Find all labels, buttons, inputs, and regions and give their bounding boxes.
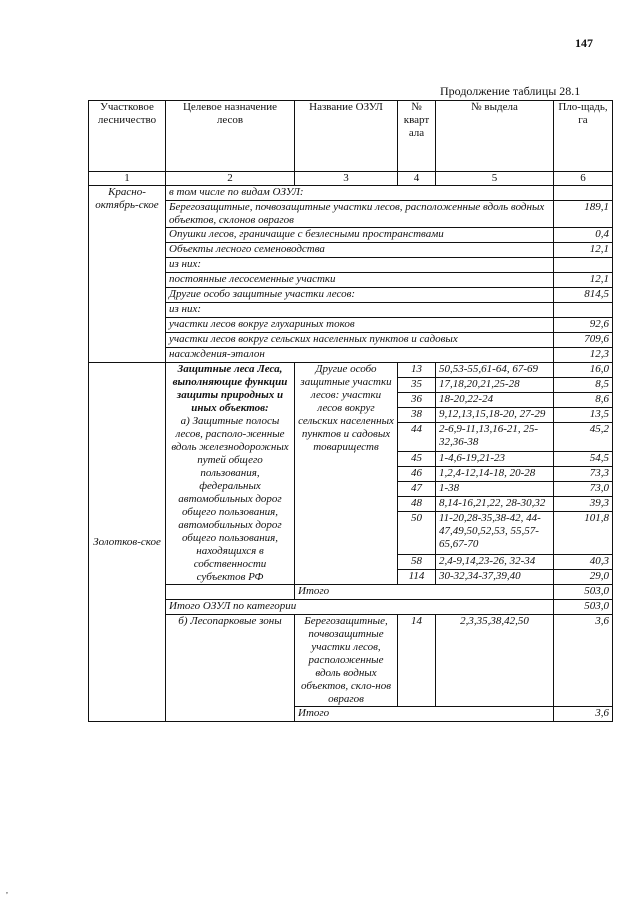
row-area: 101,8	[554, 511, 613, 554]
col-number: 6	[554, 172, 613, 186]
row-area: 12,3	[554, 348, 613, 363]
row-text: Объекты лесного семеноводства	[166, 243, 554, 258]
table-row	[89, 243, 613, 258]
table-row	[89, 201, 613, 228]
col-number: 2	[166, 172, 295, 186]
row-area: 73,0	[554, 481, 613, 496]
row-area: 189,1	[554, 201, 613, 228]
table-row	[89, 273, 613, 288]
col-number: 1	[89, 172, 166, 186]
quarter-number: 45	[398, 451, 436, 466]
header-vydel: № выдела	[436, 101, 554, 172]
park-total-label: Итого	[295, 707, 554, 722]
column-numbers	[89, 172, 613, 186]
vydel-list: 1-4,6-19,21-23	[436, 451, 554, 466]
row-area: 814,5	[554, 288, 613, 303]
subtotal-row	[89, 585, 613, 600]
table-row	[89, 258, 613, 273]
vydel-list: 18-20,22-24	[436, 393, 554, 408]
purpose-cell	[166, 363, 295, 585]
row-area: 16,0	[554, 363, 613, 378]
col-number: 3	[295, 172, 398, 186]
row-area: 3,6	[554, 615, 613, 707]
row-area: 12,1	[554, 243, 613, 258]
forestry-name: Золотков-ское	[89, 363, 166, 722]
header-quarter: № кварт ала	[398, 101, 436, 172]
row-area: 40,3	[554, 554, 613, 569]
quarter-number: 50	[398, 511, 436, 554]
row-text: насаждения-эталон	[166, 348, 554, 363]
row-area: 54,5	[554, 451, 613, 466]
table-row	[89, 363, 613, 378]
vydel-list: 1-38	[436, 481, 554, 496]
row-area: 39,3	[554, 496, 613, 511]
row-area	[554, 258, 613, 273]
row-text: из них:	[166, 303, 554, 318]
vydel-list: 2-6,9-11,13,16-21, 25-32,36-38	[436, 423, 554, 452]
row-text: Опушки лесов, граничащие с безлесными пространствами	[166, 228, 554, 243]
col-number: 4	[398, 172, 436, 186]
vydel-list: 17,18,20,21,25-28	[436, 378, 554, 393]
quarter-number: 58	[398, 554, 436, 569]
vydel-list: 8,14-16,21,22, 28-30,32	[436, 496, 554, 511]
row-area: 709,6	[554, 333, 613, 348]
row-area: 29,0	[554, 569, 613, 584]
purpose-bold: Защитные леса Леса, выполняющие функции защиты природных и иных объектов:	[172, 363, 288, 414]
vydel-list: 1,2,4-12,14-18, 20-28	[436, 466, 554, 481]
category-total-area: 503,0	[554, 600, 613, 615]
park-ozul: Берегозащитные, почвозащитные участки лесов, расположенные вдоль водных объектов, скло-нов оврагов	[295, 615, 398, 707]
ozul-name: Другие особо защитные участки лесов: участки лесов вокруг сельских населенных пунктов и садовых товариществ	[295, 363, 398, 585]
subtotal-area: 503,0	[554, 585, 613, 600]
row-text: в том числе по видам ОЗУЛ:	[166, 186, 554, 201]
row-text: участки лесов вокруг сельских населенных пунктов и садовых	[166, 333, 554, 348]
header-ozul: Название ОЗУЛ	[295, 101, 398, 172]
spacer-cell	[166, 585, 295, 600]
quarter-number: 46	[398, 466, 436, 481]
header-purpose: Целевое назначение лесов	[166, 101, 295, 172]
category-total-row	[89, 600, 613, 615]
vydel-list: 2,4-9,14,23-26, 32-34	[436, 554, 554, 569]
table-caption: Продолжение таблицы 28.1	[440, 84, 581, 98]
header-forestry: Участковое лесничество	[89, 101, 166, 172]
subtotal-label: Итого	[295, 585, 554, 600]
row-text: участки лесов вокруг глухариных токов	[166, 318, 554, 333]
table-row	[89, 303, 613, 318]
margin-mark: ,	[6, 886, 8, 895]
table-row	[89, 288, 613, 303]
table-row	[89, 228, 613, 243]
header-area: Пло-щадь, га	[554, 101, 613, 172]
vydel-list: 30-32,34-37,39,40	[436, 569, 554, 584]
park-purpose: б) Лесопарковые зоны	[166, 615, 295, 722]
row-area: 13,5	[554, 408, 613, 423]
col-number: 5	[436, 172, 554, 186]
page-number: 147	[575, 36, 593, 50]
table-header	[89, 101, 613, 172]
table-row	[89, 348, 613, 363]
row-area: 45,2	[554, 423, 613, 452]
row-area	[554, 303, 613, 318]
vydel-list: 9,12,13,15,18-20, 27-29	[436, 408, 554, 423]
quarter-number: 48	[398, 496, 436, 511]
quarter-number: 114	[398, 569, 436, 584]
quarter-number: 44	[398, 423, 436, 452]
vydel-list: 50,53-55,61-64, 67-69	[436, 363, 554, 378]
quarter-number: 13	[398, 363, 436, 378]
quarter-number: 14	[398, 615, 436, 707]
row-area: 8,5	[554, 378, 613, 393]
row-area: 73,3	[554, 466, 613, 481]
quarter-number: 47	[398, 481, 436, 496]
table-row	[89, 615, 613, 707]
row-area: 12,1	[554, 273, 613, 288]
row-area	[554, 186, 613, 201]
row-text: Другие особо защитные участки лесов:	[166, 288, 554, 303]
park-total-area: 3,6	[554, 707, 613, 722]
row-area: 92,6	[554, 318, 613, 333]
purpose-sub: а) Защитные полосы лесов, располо-женные вдоль железнодорожных путей общего пользования, федеральных автомобильных дорог общего пользования, автомобильных дорог общего пользования, находящихся в собственности субъектов РФ	[171, 415, 289, 583]
row-text: из них:	[166, 258, 554, 273]
table-row	[89, 333, 613, 348]
row-area: 0,4	[554, 228, 613, 243]
row-text: постоянные лесосеменные участки	[166, 273, 554, 288]
row-area: 8,6	[554, 393, 613, 408]
category-total-label: Итого ОЗУЛ по категории	[166, 600, 554, 615]
quarter-number: 38	[398, 408, 436, 423]
row-text: Берегозащитные, почвозащитные участки лесов, расположенные вдоль водных объектов, склонов оврагов	[166, 201, 554, 228]
table-row	[89, 318, 613, 333]
vydel-list: 2,3,35,38,42,50	[436, 615, 554, 707]
vydel-list: 11-20,28-35,38-42, 44-47,49,50,52,53, 55,57-65,67-70	[436, 511, 554, 554]
quarter-number: 36	[398, 393, 436, 408]
forest-table	[88, 100, 613, 722]
quarter-number: 35	[398, 378, 436, 393]
table-row	[89, 186, 613, 201]
forestry-name: Красно-октябрь-ское	[89, 186, 166, 363]
